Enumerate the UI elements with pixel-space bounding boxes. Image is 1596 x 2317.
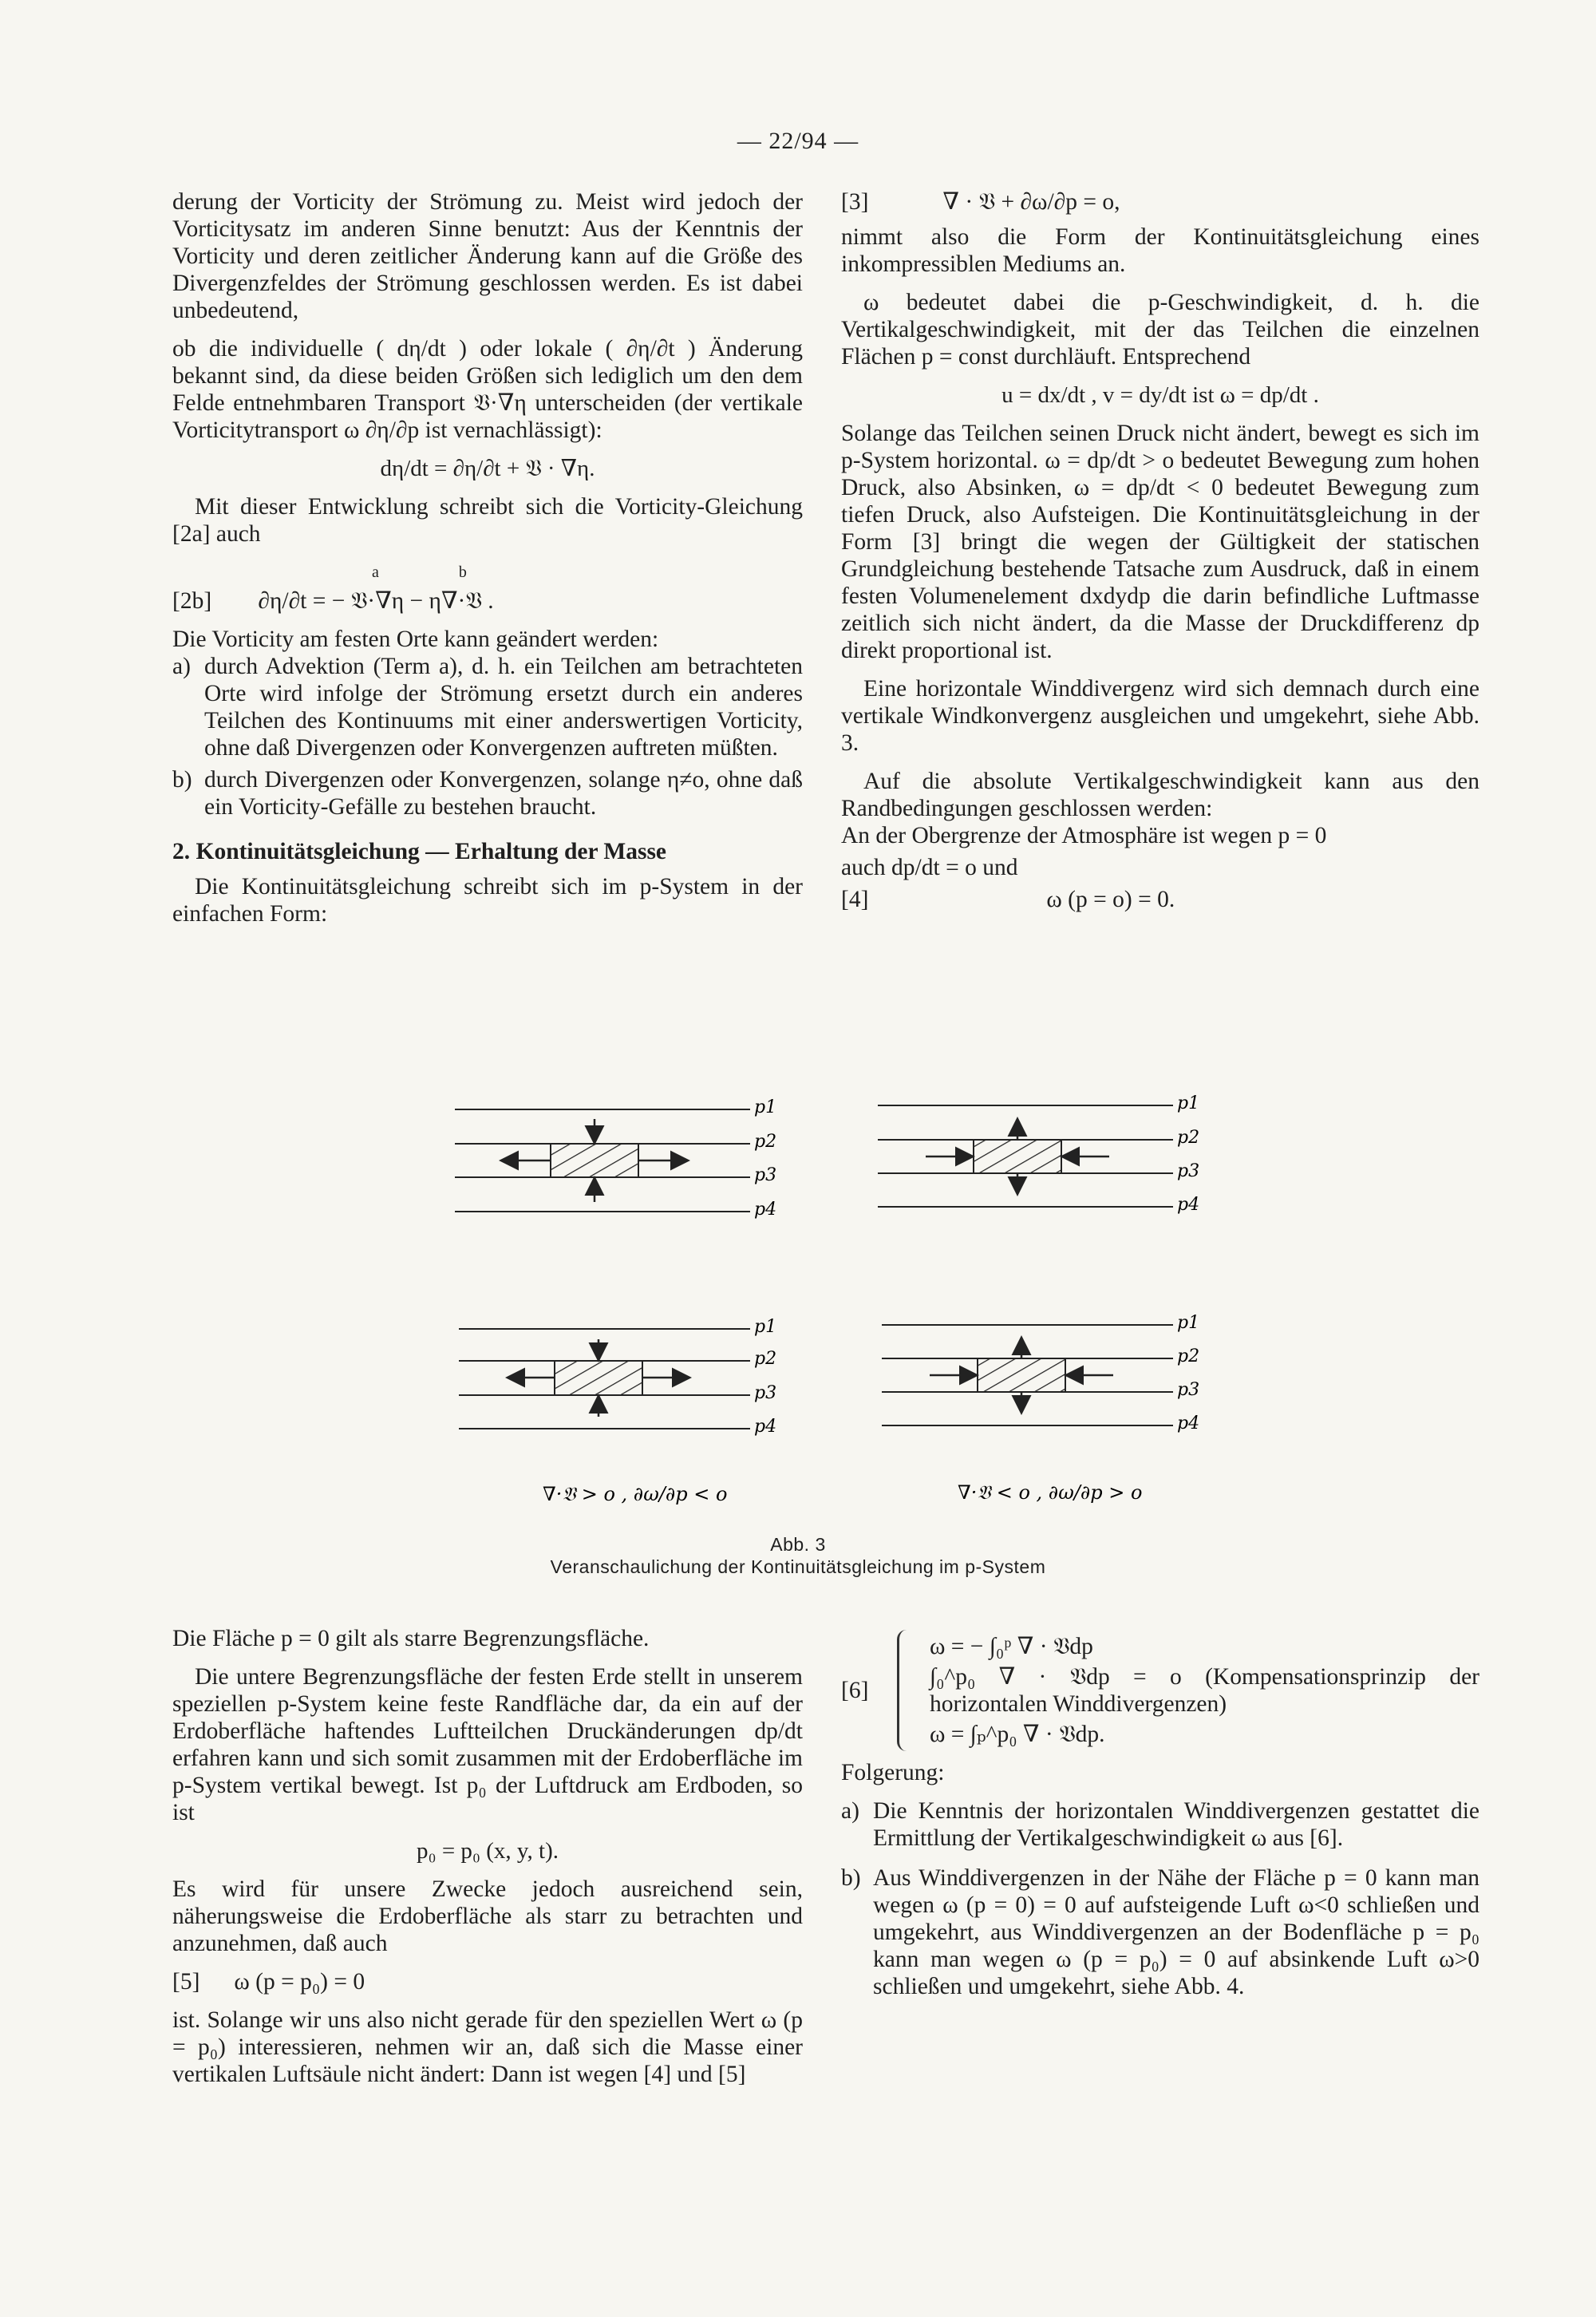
diagram-bottom-right xyxy=(882,1313,1199,1504)
equation-term-labels: a b xyxy=(372,563,467,581)
equation-row: ω = ∫ₚ^p₀ ∇ · 𝔙dp. xyxy=(930,1722,1105,1747)
equation-4 xyxy=(841,886,1479,913)
equation-number: [2b] xyxy=(172,588,212,614)
equation-row: ω = − ∫₀ᵖ ∇ · 𝔙dp xyxy=(930,1634,1093,1659)
paragraph: ob die individuelle ( dη/dt ) oder lokale ( ∂η/∂t ) Änderung bekannt sind, da diese beiden Größen sich lediglich um den dem Felde entnehmbaren Transport 𝔙·∇η unterscheiden (der vertikale Vorticitytransport ω ∂η/∂p ist vernachlässigt): xyxy=(172,336,803,443)
figure-abb-3 xyxy=(415,1085,1213,1596)
paragraph: Die Vorticity am festen Orte kann geändert werden: xyxy=(172,627,659,652)
equation-5 xyxy=(172,1968,803,1995)
left-column-top xyxy=(172,188,803,939)
paragraph: Auf die absolute Vertikalgeschwindigkeit kann aus den Randbedingungen geschlossen werden: xyxy=(841,769,1479,821)
right-column-bottom xyxy=(841,1625,1479,2011)
level-label: p4 xyxy=(1177,1414,1200,1433)
figure-diagrams xyxy=(415,1085,1213,1596)
level-label: p3 xyxy=(1177,1161,1200,1181)
list-item xyxy=(172,766,803,820)
left-column-bottom xyxy=(172,1625,803,2099)
condition-label-divergence: ∇·𝔙 > o , ∂ω/∂p < o xyxy=(543,1483,728,1505)
equation-number: [3] xyxy=(841,189,869,215)
folgerung-list xyxy=(841,1797,1479,2000)
equation-2b xyxy=(172,587,803,615)
level-label: p2 xyxy=(754,1349,777,1369)
equation-row: ∫₀^p₀ ∇ · 𝔙dp = o (Kompensationsprinzip der horizontalen Winddivergenzen) xyxy=(930,1664,1479,1717)
level-label: p4 xyxy=(754,1417,777,1437)
equation-number: [6] xyxy=(841,1678,869,1703)
equation-3 xyxy=(841,188,1479,215)
condition-label-convergence: ∇·𝔙 < o , ∂ω/∂p > o xyxy=(958,1481,1143,1504)
level-label: p3 xyxy=(1177,1380,1200,1400)
level-label: p1 xyxy=(754,1097,777,1117)
paragraph: ist. Solange wir uns also nicht gerade für den speziellen Wert ω (p = p₀) interessieren, nehmen wir an, daß sich die Masse einer vertikalen Luftsäule nicht ändert: Dann ist wegen [4] und [5] xyxy=(172,2007,803,2087)
level-label: p3 xyxy=(754,1165,777,1185)
equation-body: ∂η/∂t = − 𝔙·∇η − η∇·𝔙 . xyxy=(258,588,494,614)
diagram-bottom-left xyxy=(459,1317,776,1505)
page-number: — 22/94 — xyxy=(737,128,859,154)
paragraph: derung der Vorticity der Strömung zu. Meist wird jedoch der Vorticitysatz im anderen Sinne benutzt: Aus der Kenntnis der Vorticity und deren zeitlicher Änderung kann auf die Größe des Divergenzfeldes der Strömung geschlossen werden. Es ist dabei unbedeutend, xyxy=(172,189,803,323)
diagram-top-left xyxy=(455,1097,776,1220)
equation-number: [5] xyxy=(172,1969,200,1995)
list-text: durch Divergenzen oder Konvergenzen, solange η≠o, ohne daß ein Vorticity-Gefälle zu bestehen braucht. xyxy=(204,767,803,820)
list-marker: b) xyxy=(841,1865,861,1891)
list-item xyxy=(172,653,803,761)
equation: u = dx/dt , v = dy/dt ist ω = dp/dt . xyxy=(1001,382,1319,408)
section-heading: 2. Kontinuitätsgleichung — Erhaltung der Masse xyxy=(172,839,667,864)
level-label: p4 xyxy=(1177,1195,1200,1215)
vorticity-list xyxy=(172,653,803,820)
list-text: durch Advektion (Term a), d. h. ein Teilchen am betrachteten Orte wird infolge der Strömung ersetzt durch ein anderes Teilchen des Kontinuums mit einer anderswertigen Vorticity, ohne daß Divergenzen oder Konvergenzen auftreten müßten. xyxy=(204,654,803,761)
paragraph: Die Kontinuitätsgleichung schreibt sich im p-System in der einfachen Form: xyxy=(172,874,803,927)
equation-number: [4] xyxy=(841,887,869,912)
paragraph: Die untere Begrenzungsfläche der festen Erde stellt in unserem speziellen p-System keine feste Randfläche dar, da ein auf der Erdoberfläche haftendes Luftteilchen Druckänderungen dp/dt erfahren kann und sich somit zusammen mit der Erdoberfläche im p-System vertikal bewegt. Ist p₀ der Luftdruck am Erdboden, so ist xyxy=(172,1664,803,1825)
level-label: p1 xyxy=(1177,1313,1200,1333)
equation-system-6 xyxy=(841,1630,1479,1751)
level-label: p4 xyxy=(754,1200,777,1220)
diagram-top-right xyxy=(878,1093,1199,1215)
paragraph: nimmt also die Form der Kontinuitätsgleichung eines inkompressiblen Mediums an. xyxy=(841,224,1479,277)
list-text: Die Kenntnis der horizontalen Winddivergenzen gestattet die Ermittlung der Vertikalgeschwindigkeit ω aus [6]. xyxy=(873,1798,1479,1851)
level-label: p3 xyxy=(754,1383,777,1403)
level-label: p1 xyxy=(754,1317,777,1337)
list-marker: b) xyxy=(172,767,192,793)
brace xyxy=(897,1630,918,1751)
level-label: p1 xyxy=(1177,1093,1200,1113)
list-item xyxy=(841,1864,1479,2000)
figure-caption-title: Abb. 3 xyxy=(770,1534,826,1555)
paragraph: Mit dieser Entwicklung schreibt sich die Vorticity-Gleichung [2a] auch xyxy=(172,494,803,547)
paragraph: Die Fläche p = 0 gilt als starre Begrenzungsfläche. xyxy=(172,1626,650,1651)
paragraph: auch dp/dt = o und xyxy=(841,855,1018,880)
equation-body: ω (p = o) = 0. xyxy=(1046,887,1175,912)
equation-body: ω (p = p₀) = 0 xyxy=(234,1969,365,1995)
list-text: Aus Winddivergenzen in der Nähe der Fläche p = 0 kann man wegen ω (p = 0) = 0 auf aufsteigende Luft ω<0 schließen und umgekehrt, aus Winddivergenzen an der Bodenfläche p = p₀ kann man wegen ω (p = p₀) = 0 auf absinkende Luft ω>0 schließen und umgekehrt, siehe Abb. 4. xyxy=(873,1865,1479,1999)
paragraph: Es wird für unsere Zwecke jedoch ausreichend sein, näherungsweise die Erdoberfläche als starr zu betrachten und anzunehmen, daß auch xyxy=(172,1876,803,1956)
list-marker: a) xyxy=(841,1798,859,1824)
level-label: p2 xyxy=(1177,1128,1200,1148)
paragraph: Solange das Teilchen seinen Druck nicht ändert, bewegt es sich im p-System horizontal. ω = dp/dt > o bedeutet Bewegung zum hohen Druck, also Absinken, ω = dp/dt < 0 bedeutet Bewegung zum tiefen Druck, also Aufsteigen. Die Kontinuitätsgleichung in der Form [3] bringt die wegen der Gültigkeit der statischen Grundgleichung bestehende Tatsache zum Ausdruck, daß in einem festen Volumenelement dxdydp die darin befindliche Luftmasse zeitlich sich nicht ändert, da die Masse der Druckdifferenz dp direkt proportional ist. xyxy=(841,421,1479,663)
equation: dη/dt = ∂η/∂t + 𝔙 · ∇η. xyxy=(380,456,595,481)
paragraph: Folgerung: xyxy=(841,1760,945,1785)
paragraph: An der Obergrenze der Atmosphäre ist wegen p = 0 xyxy=(841,823,1327,848)
equation-body: ∇ · 𝔙 + ∂ω/∂p = o, xyxy=(942,189,1120,215)
level-label: p2 xyxy=(754,1132,777,1152)
list-item xyxy=(841,1797,1479,1852)
equation: p₀ = p₀ (x, y, t). xyxy=(416,1838,559,1864)
paragraph: Eine horizontale Winddivergenz wird sich demnach durch eine vertikale Windkonvergenz ausgleichen und umgekehrt, siehe Abb. 3. xyxy=(841,676,1479,756)
paragraph: ω bedeutet dabei die p-Geschwindigkeit, d. h. die Vertikalgeschwindigkeit, mit der das Teilchen die einzelnen Flächen p = const durchläuft. Entsprechend xyxy=(841,290,1479,370)
level-label: p2 xyxy=(1177,1346,1200,1366)
figure-caption: Veranschaulichung der Kontinuitätsgleichung im p-System xyxy=(550,1556,1046,1577)
right-column-top xyxy=(841,188,1479,913)
list-marker: a) xyxy=(172,654,191,679)
